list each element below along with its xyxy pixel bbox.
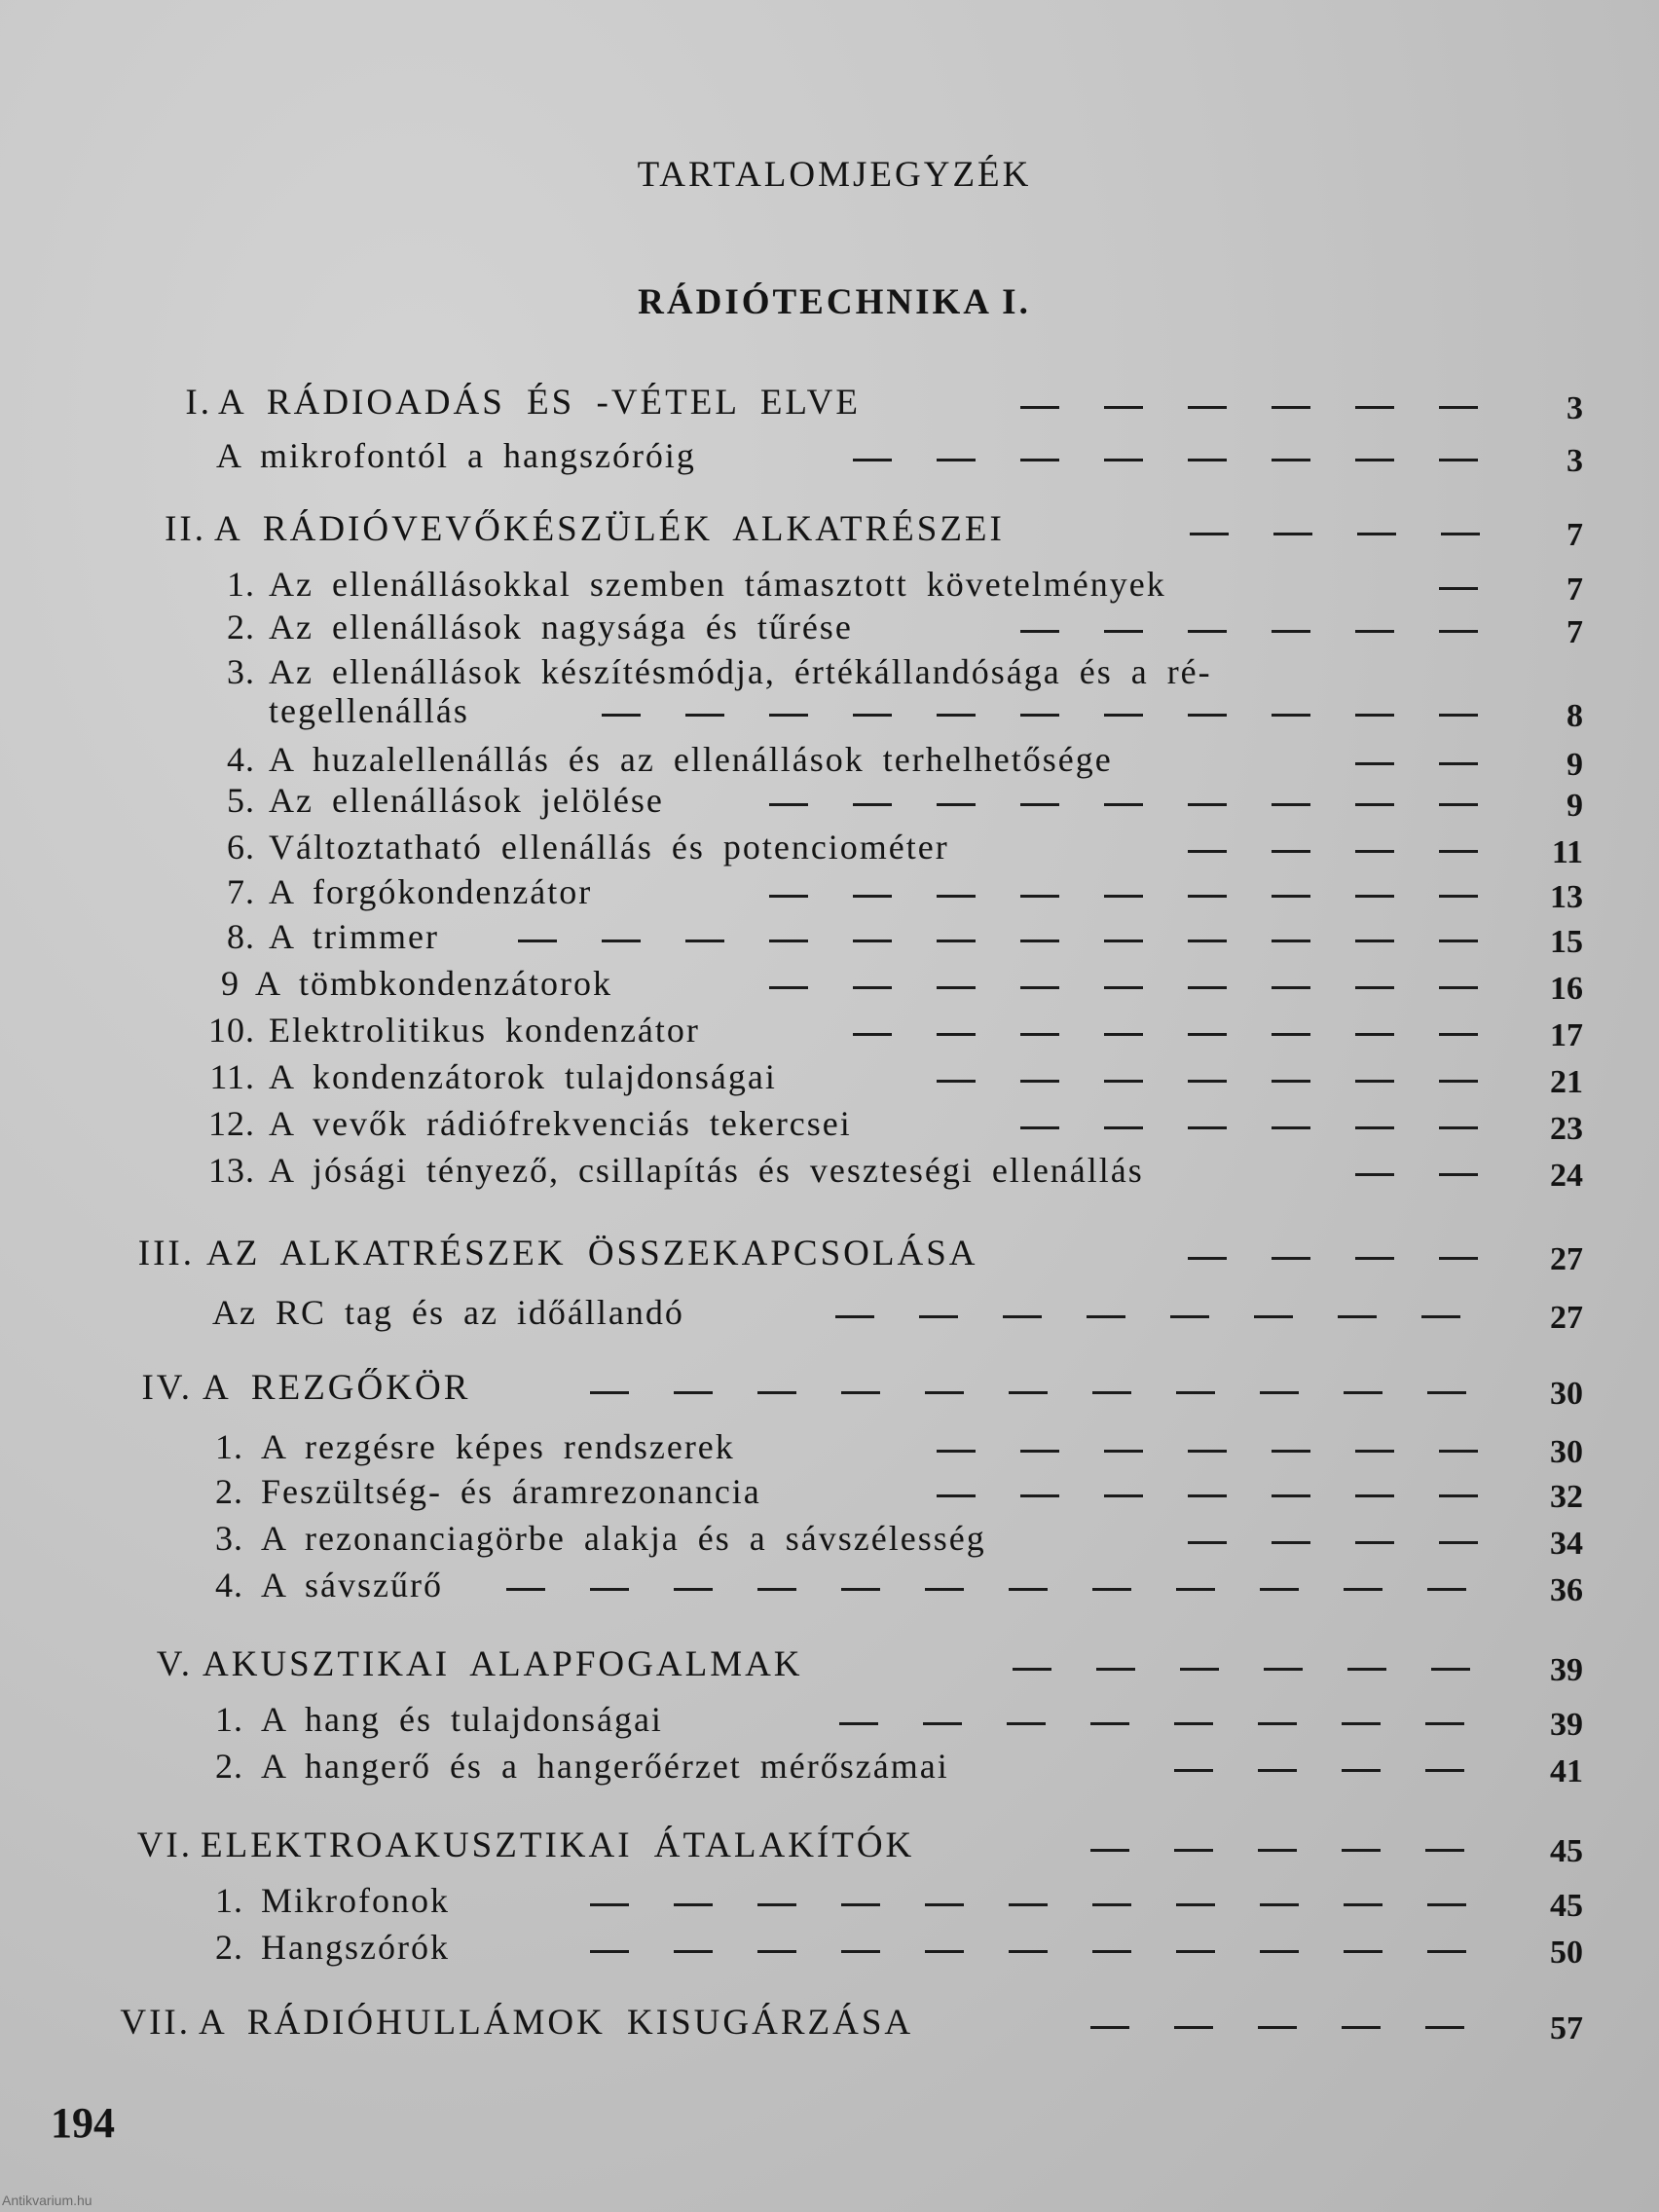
dash-leader — [937, 1450, 1484, 1453]
dash-leader — [853, 459, 1484, 461]
toc-entry-title: Az ellenállások nagysága és tűrése — [269, 608, 853, 646]
toc-entry-title: A RÁDIÓHULLÁMOK KISUGÁRZÁSA — [199, 2003, 914, 2043]
dash-leader — [602, 714, 1484, 717]
toc-entry-page: 36 — [1550, 1572, 1583, 1608]
toc-entry-title: A rezonanciagörbe alakja és a sávszélesség — [261, 1519, 986, 1558]
toc-entry-page: 7 — [1567, 571, 1583, 608]
dash-leader — [1439, 587, 1484, 590]
toc-entry-title: A hang és tulajdonságai — [261, 1700, 663, 1739]
dash-leader — [590, 1391, 1484, 1394]
dash-leader — [1188, 1541, 1484, 1544]
toc-subentry — [0, 736, 1659, 783]
toc-subentry — [0, 1877, 1659, 1924]
toc-entry-number: 7. — [227, 872, 255, 911]
toc-subentry — [0, 1100, 1659, 1147]
dash-leader — [1090, 2026, 1484, 2029]
toc-entry-number: 2. — [215, 1472, 243, 1511]
toc-entry-number: VI. — [136, 1825, 193, 1865]
toc-chapter-5 — [0, 1641, 1659, 1688]
toc-entry-page: 39 — [1550, 1707, 1583, 1743]
dash-leader — [769, 986, 1484, 989]
dash-leader — [1174, 1769, 1484, 1772]
toc-entry-number: 5. — [227, 781, 255, 820]
dash-leader — [1020, 406, 1484, 409]
toc-subentry — [0, 868, 1659, 915]
toc-entry-title: Feszültség- és áramrezonancia — [261, 1472, 761, 1511]
dash-leader — [769, 895, 1484, 898]
toc-entry-number: 2. — [215, 1747, 243, 1786]
dash-leader — [506, 1588, 1484, 1591]
toc-entry-page: 7 — [1567, 614, 1583, 650]
toc-subentry — [0, 561, 1659, 608]
toc-entry-page: 15 — [1550, 924, 1583, 960]
toc-entry-number: 1. — [215, 1427, 243, 1466]
toc-entry-title: A trimmer — [269, 917, 439, 956]
toc-entry-page: 9 — [1567, 788, 1583, 824]
dash-leader — [518, 940, 1484, 942]
toc-entry-title: tegellenállás — [269, 691, 469, 730]
dash-leader — [590, 1950, 1484, 1953]
toc-entry-number: 12. — [208, 1104, 255, 1143]
toc-entry-page: 45 — [1550, 1888, 1583, 1924]
toc-subentry — [0, 913, 1659, 960]
dash-leader — [937, 1080, 1484, 1083]
toc-subentry — [0, 777, 1659, 824]
toc-entry-page: 3 — [1567, 390, 1583, 426]
toc-chapter-7 — [0, 2000, 1659, 2046]
toc-entry-page: 30 — [1550, 1434, 1583, 1470]
toc-subentry — [0, 1696, 1659, 1743]
dash-leader — [1013, 1668, 1484, 1671]
toc-entry-number: 11. — [209, 1057, 255, 1096]
toc-entry-title: A forgókondenzátor — [269, 872, 593, 911]
toc-entry-page: 21 — [1550, 1064, 1583, 1100]
toc-entry-title: A sávszűrő — [261, 1566, 443, 1604]
toc-entry-title: A rezgésre képes rendszerek — [261, 1427, 735, 1466]
toc-entry-number: 4. — [215, 1566, 243, 1604]
toc-entry-title: A RÁDIOADÁS ÉS -VÉTEL ELVE — [218, 383, 861, 423]
toc-entry-title: Hangszórók — [261, 1928, 450, 1967]
toc-entry-title: Az RC tag és az időállandó — [212, 1293, 684, 1332]
toc-entry-page: 9 — [1567, 747, 1583, 783]
toc-entry-title: Az ellenállások készítésmódja, értékállandósága és a ré- — [269, 652, 1212, 691]
toc-entry-page: 7 — [1567, 517, 1583, 553]
toc-entry-number: 4. — [227, 740, 255, 779]
toc-entry-page: 50 — [1550, 1935, 1583, 1971]
toc-entry-page: 17 — [1550, 1017, 1583, 1053]
toc-entry-number: 1. — [215, 1700, 243, 1739]
toc-entry-page: 57 — [1550, 2010, 1583, 2046]
toc-entry-number: V. — [156, 1644, 193, 1684]
toc-entry-number: 3. — [227, 652, 255, 691]
toc-chapter-3 — [0, 1231, 1659, 1277]
dash-leader — [769, 803, 1484, 806]
toc-entry-page: 27 — [1550, 1241, 1583, 1277]
toc-entry-number: 13. — [208, 1151, 255, 1190]
toc-entry-number: 2. — [215, 1928, 243, 1967]
toc-entry-number: IV. — [141, 1368, 193, 1408]
toc-entry-number: 10. — [208, 1011, 255, 1050]
toc-chapter-4 — [0, 1365, 1659, 1412]
toc-subentry — [0, 824, 1659, 870]
toc-entry-title: Az ellenállásokkal szemben támasztott követelmények — [269, 565, 1166, 604]
toc-subentry — [0, 1007, 1659, 1053]
toc-entry-title: A kondenzátorok tulajdonságai — [269, 1057, 777, 1096]
toc-subentry-continuation — [0, 687, 1659, 734]
toc-entry-page: 8 — [1567, 698, 1583, 734]
toc-subentry — [0, 1468, 1659, 1515]
toc-subentry — [0, 432, 1659, 479]
dash-leader — [1190, 533, 1484, 535]
toc-entry-page: 45 — [1550, 1833, 1583, 1869]
toc-entry-title: A jósági tényező, csillapítás és veszteségi ellenállás — [269, 1151, 1144, 1190]
toc-entry-page: 32 — [1550, 1479, 1583, 1515]
toc-entry-page: 34 — [1550, 1526, 1583, 1562]
toc-entry-page: 24 — [1550, 1158, 1583, 1194]
toc-entry-title: Az ellenállások jelölése — [269, 781, 664, 820]
dash-leader — [937, 1494, 1484, 1497]
toc-subentry — [0, 1053, 1659, 1100]
toc-subentry — [0, 1562, 1659, 1608]
dash-leader — [1020, 1126, 1484, 1129]
toc-subentry — [0, 960, 1659, 1007]
dash-leader — [1188, 850, 1484, 853]
toc-entry-title: Változtatható ellenállás és potenciométer — [269, 828, 949, 866]
dash-leader — [839, 1722, 1484, 1725]
dash-leader — [1355, 1173, 1484, 1176]
toc-entry-title: Mikrofonok — [261, 1881, 450, 1920]
toc-chapter-1 — [0, 380, 1659, 426]
toc-entry-title: A hangerő és a hangerőérzet mérőszámai — [261, 1747, 949, 1786]
page-title: TARTALOMJEGYZÉK — [637, 155, 1032, 195]
toc-entry-page: 39 — [1550, 1652, 1583, 1688]
toc-entry-number: 6. — [227, 828, 255, 866]
toc-entry-number: 8. — [227, 917, 255, 956]
toc-entry-title: A REZGŐKÖR — [203, 1368, 471, 1408]
book-title: RÁDIÓTECHNIKA I. — [638, 282, 1031, 322]
dash-leader — [853, 1033, 1484, 1036]
toc-entry-title: A vevők rádiófrekvenciás tekercsei — [269, 1104, 852, 1143]
dash-leader — [835, 1315, 1484, 1318]
toc-subentry — [0, 1147, 1659, 1194]
toc-entry-page: 41 — [1550, 1753, 1583, 1789]
toc-subentry — [0, 1743, 1659, 1789]
watermark: Antikvarium.hu — [2, 2193, 92, 2208]
toc-entry-title: A RÁDIÓVEVŐKÉSZÜLÉK ALKATRÉSZEI — [214, 509, 1005, 549]
toc-entry-page: 23 — [1550, 1111, 1583, 1147]
dash-leader — [1188, 1257, 1484, 1260]
toc-chapter-2 — [0, 506, 1659, 553]
toc-entry-number: 9 — [221, 964, 240, 1003]
toc-entry-page: 16 — [1550, 971, 1583, 1007]
toc-entry-title: A huzalellenállás és az ellenállások terhelhetősége — [269, 740, 1113, 779]
toc-entry-title: A mikrofontól a hangszóróig — [216, 436, 696, 475]
toc-entry-title: ELEKTROAKUSZTIKAI ÁTALAKÍTÓK — [201, 1825, 915, 1865]
dash-leader — [590, 1903, 1484, 1906]
toc-entry-title: AKUSZTIKAI ALAPFOGALMAK — [203, 1644, 803, 1684]
toc-subentry — [0, 1423, 1659, 1470]
toc-entry-number: I. — [185, 383, 212, 423]
toc-chapter-6 — [0, 1823, 1659, 1869]
toc-entry-number: VII. — [120, 2003, 191, 2043]
toc-entry-title: AZ ALKATRÉSZEK ÖSSZEKAPCSOLÁSA — [206, 1234, 978, 1273]
toc-subentry — [0, 1924, 1659, 1971]
dash-leader — [1020, 630, 1484, 633]
toc-entry-page: 13 — [1550, 879, 1583, 915]
toc-entry-number: 1. — [227, 565, 255, 604]
toc-entry-title: A tömbkondenzátorok — [255, 964, 612, 1003]
toc-subentry — [0, 1289, 1659, 1336]
toc-entry-title: Elektrolitikus kondenzátor — [269, 1011, 700, 1050]
toc-subentry — [0, 604, 1659, 650]
dash-leader — [1090, 1849, 1484, 1852]
toc-entry-page: 3 — [1567, 443, 1583, 479]
toc-entry-number: 3. — [215, 1519, 243, 1558]
dash-leader — [1355, 762, 1484, 765]
toc-entry-number: II. — [165, 509, 206, 549]
toc-entry-page: 27 — [1550, 1300, 1583, 1336]
toc-entry-number: 1. — [215, 1881, 243, 1920]
toc-entry-number: 2. — [227, 608, 255, 646]
toc-entry-page: 11 — [1551, 834, 1583, 870]
toc-entry-number: III. — [137, 1234, 195, 1273]
toc-entry-page: 30 — [1550, 1376, 1583, 1412]
toc-subentry — [0, 1515, 1659, 1562]
page-number: 194 — [51, 2099, 115, 2147]
